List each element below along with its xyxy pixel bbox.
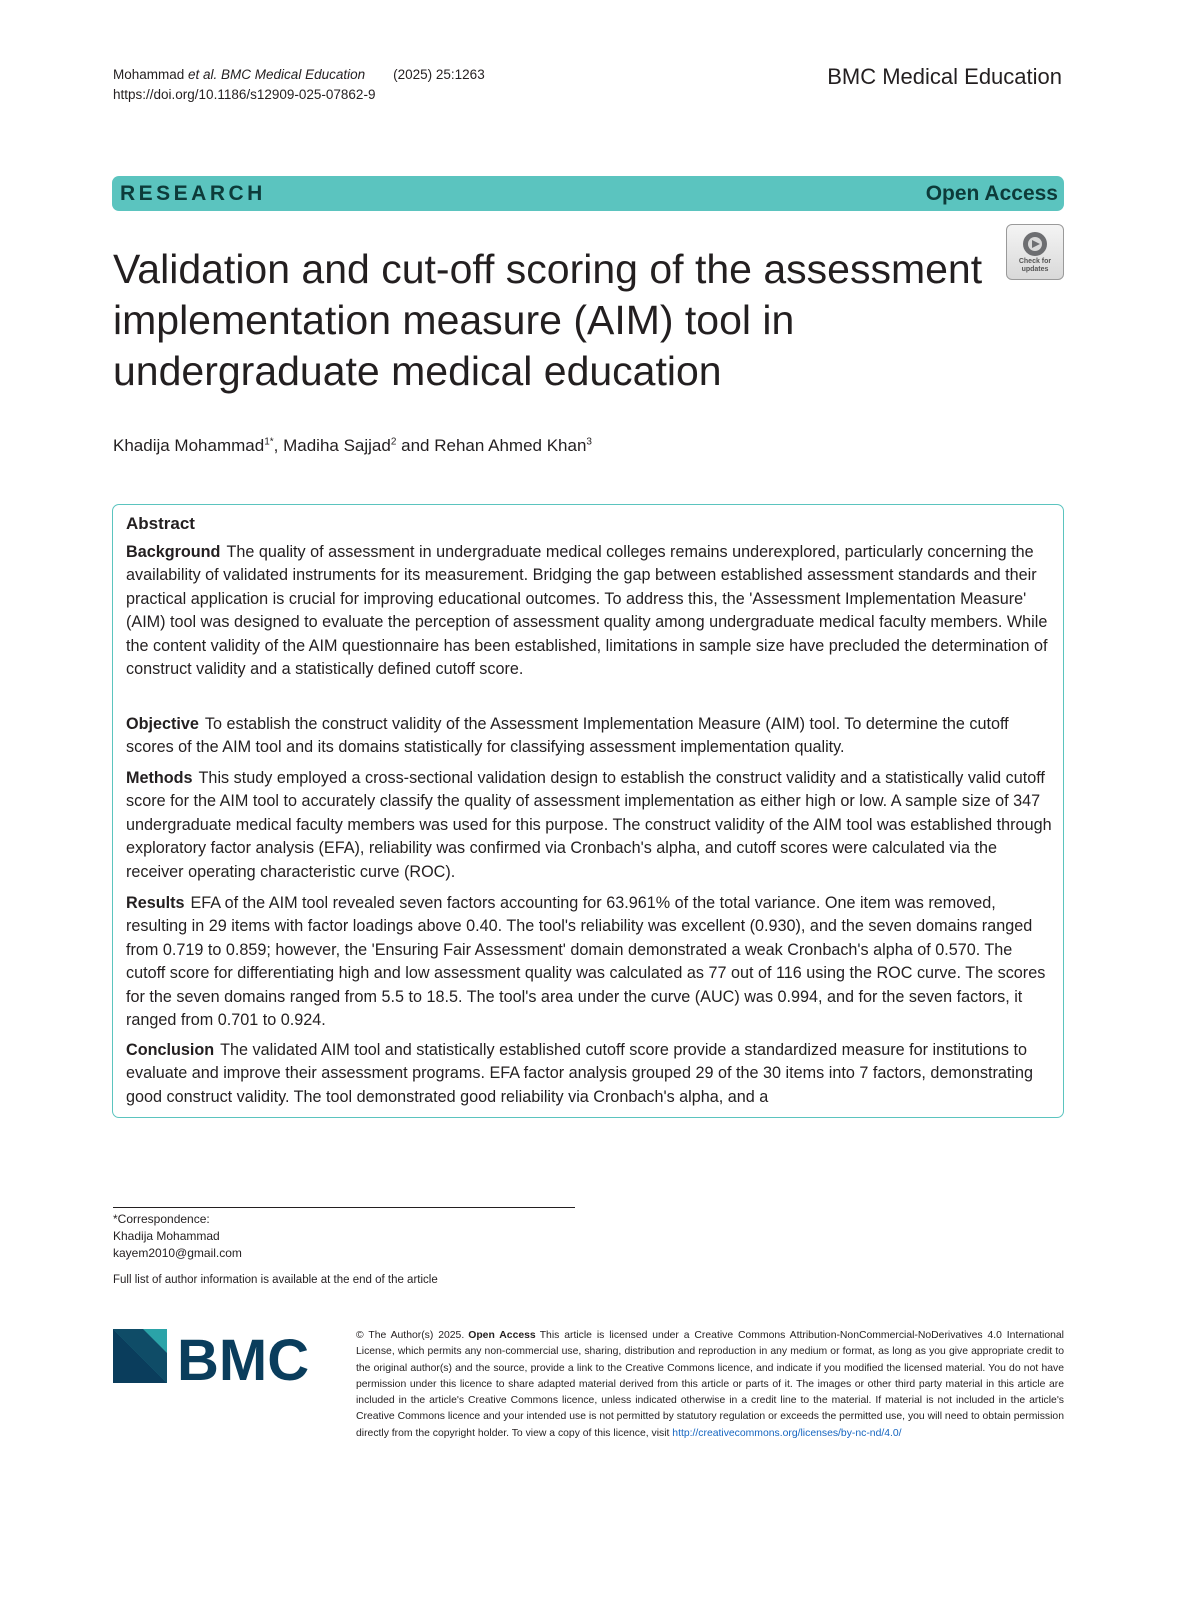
author-affiliation: 3 — [586, 436, 592, 448]
update-check-icon — [1020, 230, 1050, 258]
author-name[interactable]: Madiha Sajjad — [283, 436, 391, 455]
author-list — [113, 436, 592, 456]
author-separator: , — [273, 436, 284, 455]
section-label: Methods — [126, 769, 193, 787]
correspondence-label: *Correspondence: — [113, 1212, 210, 1226]
section-text: The quality of assessment in undergraduate medical colleges remains underexplored, particularly concerning the availability of validated instruments for its measurement. Bridging the gap between established assessment standards and their practical application is crucial for improving educational outcomes. To address this, the 'Assessment Implementation Measure' (AIM) tool was designed to evaluate the perception of assessment quality among undergraduate medical faculty members. While the content validity of the AIM questionnaire has been established, limitations in sample size have precluded the determination of construct validity and a statistically defined cutoff score. — [126, 543, 1048, 679]
section-label: Objective — [126, 715, 199, 733]
check-for-updates-badge[interactable] — [1006, 224, 1064, 280]
correspondence-name: Khadija Mohammad — [113, 1229, 220, 1243]
license-text — [356, 1328, 1064, 1442]
open-access-note: Open Access — [468, 1330, 536, 1341]
section-label: Results — [126, 894, 185, 912]
correspondence-email[interactable]: kayem2010@gmail.com — [113, 1246, 242, 1260]
running-citation — [113, 67, 485, 82]
section-text: The validated AIM tool and statistically established cutoff score provide a standardized measure for institutions to evaluate and improve their assessment programs. EFA factor analysis grouped 29 of the 30 items into 7 factors, demonstrating good construct validity. The tool demonstrated good reliability via Cronbach's alpha, and a — [126, 1041, 1033, 1106]
footnote-divider — [113, 1207, 575, 1208]
abstract-objective — [126, 713, 1054, 760]
abstract-methods — [126, 767, 1054, 884]
citation-authors: Mohammad — [113, 67, 189, 82]
license-link[interactable]: http://creativecommons.org/licenses/by-nc-nd/4.0/ — [672, 1427, 902, 1439]
author-affiliation: 2 — [390, 436, 397, 448]
section-label: Conclusion — [126, 1041, 215, 1059]
bmc-logo-mark — [113, 1329, 328, 1389]
citation-journal: et al. BMC Medical Education — [188, 67, 366, 82]
author-separator: and — [396, 436, 435, 455]
journal-name: BMC Medical Education — [827, 64, 1062, 89]
abstract-conclusion — [126, 1039, 1054, 1109]
author-info-note: Full list of author information is available at the end of the article — [113, 1274, 438, 1286]
citation-volume: (2025) 25:1263 — [393, 67, 485, 82]
abstract-results — [126, 892, 1054, 1032]
license-body: This article is licensed under a Creative Commons Attribution-NonCommercial-NoDerivatives 4.0 International License, which permits any non-commercial use, sharing, distribution and reproduction in any medium or format, as long as you give appropriate credit to the original author(s) and the source, provide a link to the Creative Commons licence, and indicate if you modified the licensed material. You do not have permission under this licence to share adapted material derived from this article or parts of it. The images or other third party material in this article are included in the article's Creative Commons licence, unless indicated otherwise in a credit line to the material. If material is not included in the article's Creative Commons licence and your intended use is not permitted by statutory regulation or exceeds the permitted use, you will need to obtain permission directly from the copyright holder. To view a copy of this licence, visit — [356, 1330, 1064, 1439]
author-name[interactable]: Rehan Ahmed Khan — [434, 436, 587, 455]
abstract-heading: Abstract — [126, 514, 195, 533]
section-text: This study employed a cross-sectional validation design to establish the construct validity and a statistically valid cutoff score for the AIM tool to accurately classify the quality of assessment implementation as either high or low. A sample size of 347 undergraduate medical faculty members was used for this purpose. The construct validity of the AIM tool was established through exploratory factor analysis (EFA), reliability was confirmed via Cronbach's alpha, and cutoff scores were calculated via the receiver operating characteristic curve (ROC). — [126, 769, 1052, 881]
section-text: EFA of the AIM tool revealed seven factors accounting for 63.961% of the total variance. One item was removed, resulting in 29 items with factor loadings above 0.40. The tool's reliability was excellent (0.930), and the seven domains ranged from 0.719 to 0.859; however, the 'Ensuring Fair Assessment' domain demonstrated a weak Cronbach's alpha of 0.570. The cutoff score for differentiating high and low assessment quality was calculated as 77 out of 116 using the ROC curve. The scores for the seven domains ranged from 5.5 to 18.5. The tool's area under the curve (AUC) was 0.994, and for the seven factors, it ranged from 0.701 to 0.924. — [126, 894, 1046, 1030]
bmc-logo — [113, 1329, 328, 1389]
author-name[interactable]: Khadija Mohammad — [113, 436, 265, 455]
copyright-notice: © The Author(s) 2025. — [356, 1330, 465, 1341]
bmc-logo-text: BMC — [177, 1329, 310, 1389]
article-type-label: RESEARCH — [120, 182, 266, 205]
abstract-background — [126, 541, 1054, 681]
open-access-label: Open Access — [925, 182, 1058, 205]
doi-link[interactable]: https://doi.org/10.1186/s12909-025-07862-9 — [113, 87, 376, 102]
article-title: Validation and cut-off scoring of the assessment implementation measure (AIM) tool in undergraduate medical education — [113, 246, 983, 394]
author-affiliation: 1* — [264, 436, 274, 448]
updates-label: Check for updates — [1018, 258, 1052, 273]
section-text: To establish the construct validity of the Assessment Implementation Measure (AIM) tool. To determine the cutoff scores of the AIM tool and its domains statistically for classifying assessment implementation quality. — [126, 715, 1009, 757]
section-label: Background — [126, 543, 221, 561]
